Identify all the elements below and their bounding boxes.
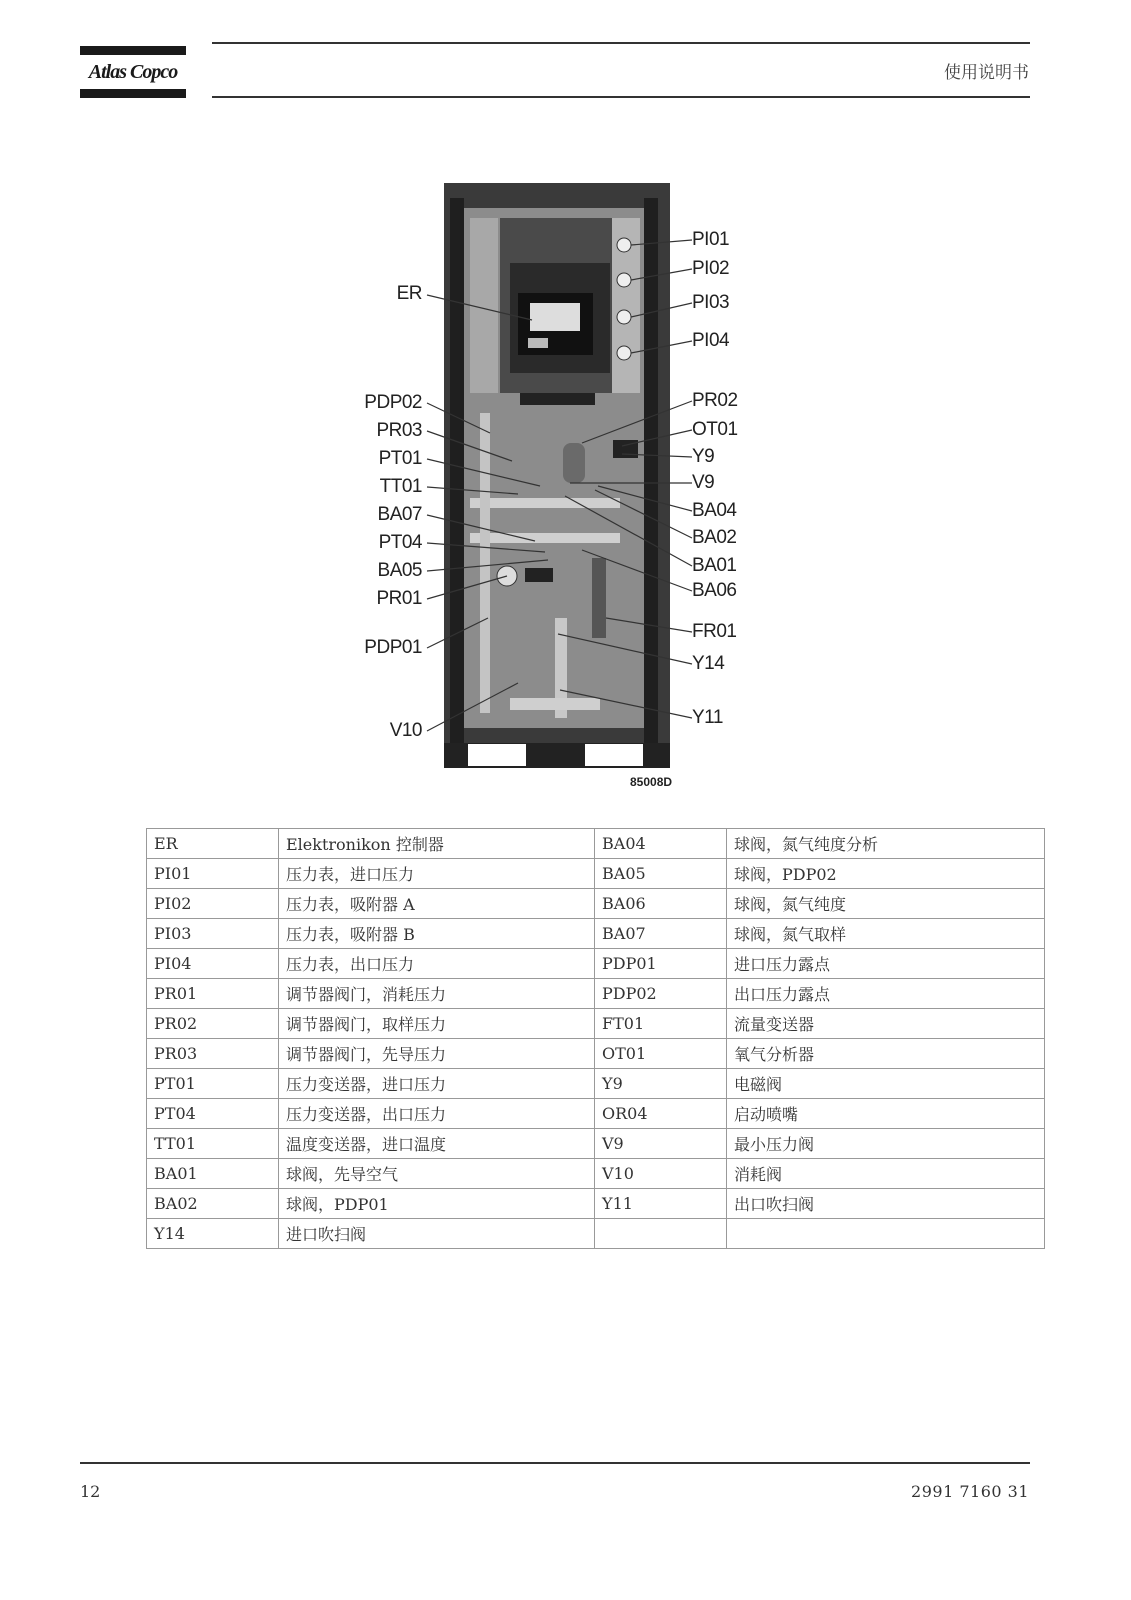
legend-description: 温度变送器，进口温度 [279, 1129, 595, 1159]
legend-description: 压力表，吸附器 B [279, 919, 595, 949]
callout-y14: Y14 [692, 653, 725, 674]
legend-description: 流量变送器 [727, 1009, 1045, 1039]
legend-row [147, 979, 1045, 1009]
legend-code: PI03 [147, 919, 279, 949]
legend-code: PI02 [147, 889, 279, 919]
legend-row [147, 1069, 1045, 1099]
callout-pi04: PI04 [692, 330, 730, 351]
legend-code: PI04 [147, 949, 279, 979]
legend-description [727, 1219, 1045, 1249]
logo-brand-text: Atlas Copco [88, 61, 178, 83]
pipe-horizontal-2 [470, 533, 620, 543]
legend-code: Y14 [147, 1219, 279, 1249]
equipment-figure [360, 178, 760, 798]
pipe-horizontal-1 [470, 498, 620, 508]
legend-description: 出口压力露点 [727, 979, 1045, 1009]
left-side-panel [470, 218, 498, 393]
atlas-copco-logo [80, 46, 186, 98]
legend-row [147, 1099, 1045, 1129]
legend-description: 压力变送器，出口压力 [279, 1099, 595, 1129]
callout-pt04: PT04 [378, 532, 422, 553]
forklift-slot-right [585, 744, 643, 766]
legend-code: Y9 [595, 1069, 727, 1099]
callout-ba07: BA07 [377, 504, 422, 525]
cabinet-right-rail [644, 198, 658, 758]
legend-code: BA07 [595, 919, 727, 949]
callout-pt01: PT01 [378, 448, 422, 469]
legend-code: BA01 [147, 1159, 279, 1189]
legend-description: 消耗阀 [727, 1159, 1045, 1189]
callout-v9: V9 [692, 472, 715, 493]
legend-description: 球阀，氮气纯度 [727, 889, 1045, 919]
legend-row [147, 829, 1045, 859]
flow-transmitter-body [592, 558, 606, 638]
legend-description: 压力表，吸附器 A [279, 889, 595, 919]
legend-row [147, 1159, 1045, 1189]
page-number: 12 [80, 1482, 101, 1501]
callout-ba05: BA05 [377, 560, 422, 581]
legend-row [147, 1039, 1045, 1069]
controller-keys [528, 338, 548, 348]
controller-screen [530, 303, 580, 331]
terminal-strip [520, 393, 595, 405]
legend-code: ER [147, 829, 279, 859]
legend-table [146, 828, 1045, 1249]
legend-description: 球阀，PDP01 [279, 1189, 595, 1219]
pipe-vertical-left [480, 413, 490, 713]
callout-pdp01: PDP01 [364, 637, 422, 658]
solenoid-block [525, 568, 553, 582]
legend-row [147, 859, 1045, 889]
legend-code: OT01 [595, 1039, 727, 1069]
callout-ba06: BA06 [692, 580, 737, 601]
legend-code: TT01 [147, 1129, 279, 1159]
legend-row [147, 1129, 1045, 1159]
legend-row [147, 1189, 1045, 1219]
legend-row [147, 1219, 1045, 1249]
callout-y11: Y11 [692, 707, 723, 728]
legend-row [147, 1009, 1045, 1039]
callout-v10: V10 [389, 720, 422, 741]
legend-code: BA02 [147, 1189, 279, 1219]
cabinet-left-rail [450, 198, 464, 758]
callout-pi03: PI03 [692, 292, 730, 313]
legend-description: 最小压力阀 [727, 1129, 1045, 1159]
legend-code: FT01 [595, 1009, 727, 1039]
legend-code: PDP01 [595, 949, 727, 979]
forklift-slot-left [468, 744, 526, 766]
legend-description: 压力变送器，进口压力 [279, 1069, 595, 1099]
legend-code: BA04 [595, 829, 727, 859]
pipe-horizontal-bottom [510, 698, 600, 710]
legend-description: 调节器阀门，先导压力 [279, 1039, 595, 1069]
document-title: 使用说明书 [944, 63, 1029, 83]
callout-ot01: OT01 [692, 419, 738, 440]
gauge-pi03 [617, 310, 631, 324]
callout-er: ER [396, 283, 422, 304]
legend-description: 压力表，出口压力 [279, 949, 595, 979]
legend-description: 进口吹扫阀 [279, 1219, 595, 1249]
legend-description: 压力表，进口压力 [279, 859, 595, 889]
legend-code [595, 1219, 727, 1249]
callout-pdp02: PDP02 [364, 392, 422, 413]
legend-code: PR02 [147, 1009, 279, 1039]
minimum-pressure-valve [563, 443, 585, 483]
callout-pi01: PI01 [692, 229, 730, 250]
header-rule-bottom [212, 96, 1030, 98]
callout-tt01: TT01 [379, 476, 422, 497]
callout-pi02: PI02 [692, 258, 730, 279]
legend-code: BA06 [595, 889, 727, 919]
callout-pr01: PR01 [376, 588, 422, 609]
legend-description: 球阀，氮气取样 [727, 919, 1045, 949]
legend-description: 调节器阀门，消耗压力 [279, 979, 595, 1009]
legend-row [147, 919, 1045, 949]
legend-code: Y11 [595, 1189, 727, 1219]
legend-description: 球阀，先导空气 [279, 1159, 595, 1189]
gauge-pi01 [617, 238, 631, 252]
footer-rule [80, 1462, 1030, 1464]
legend-description: 球阀，氮气纯度分析 [727, 829, 1045, 859]
legend-description: 球阀，PDP02 [727, 859, 1045, 889]
legend-description: 进口压力露点 [727, 949, 1045, 979]
legend-description: 启动喷嘴 [727, 1099, 1045, 1129]
header-rule-top [212, 42, 1030, 44]
callout-ba04: BA04 [692, 500, 737, 521]
legend-code: PR03 [147, 1039, 279, 1069]
document-number: 2991 7160 31 [911, 1482, 1029, 1501]
logo-bar-top [80, 46, 186, 55]
figure-id: 85008D [630, 775, 673, 789]
legend-code: PR01 [147, 979, 279, 1009]
legend-description: 调节器阀门，取样压力 [279, 1009, 595, 1039]
legend-row [147, 889, 1045, 919]
legend-code: PDP02 [595, 979, 727, 1009]
legend-code: PT01 [147, 1069, 279, 1099]
legend-description: 出口吹扫阀 [727, 1189, 1045, 1219]
legend-description: 氧气分析器 [727, 1039, 1045, 1069]
callout-fr01: FR01 [692, 621, 737, 642]
legend-code: BA05 [595, 859, 727, 889]
legend-description: 电磁阀 [727, 1069, 1045, 1099]
legend-description: Elektronikon 控制器 [279, 829, 595, 859]
logo-bar-bottom [80, 89, 186, 98]
callout-y9: Y9 [692, 446, 715, 467]
legend-code: OR04 [595, 1099, 727, 1129]
legend-code: PI01 [147, 859, 279, 889]
legend-row [147, 949, 1045, 979]
gauge-pi04 [617, 346, 631, 360]
callout-pr03: PR03 [376, 420, 422, 441]
legend-code: V10 [595, 1159, 727, 1189]
callout-ba01: BA01 [692, 555, 737, 576]
callout-ba02: BA02 [692, 527, 737, 548]
legend-body [147, 829, 1045, 1249]
gauge-pi02 [617, 273, 631, 287]
legend-code: PT04 [147, 1099, 279, 1129]
legend-code: V9 [595, 1129, 727, 1159]
callout-pr02: PR02 [692, 390, 738, 411]
